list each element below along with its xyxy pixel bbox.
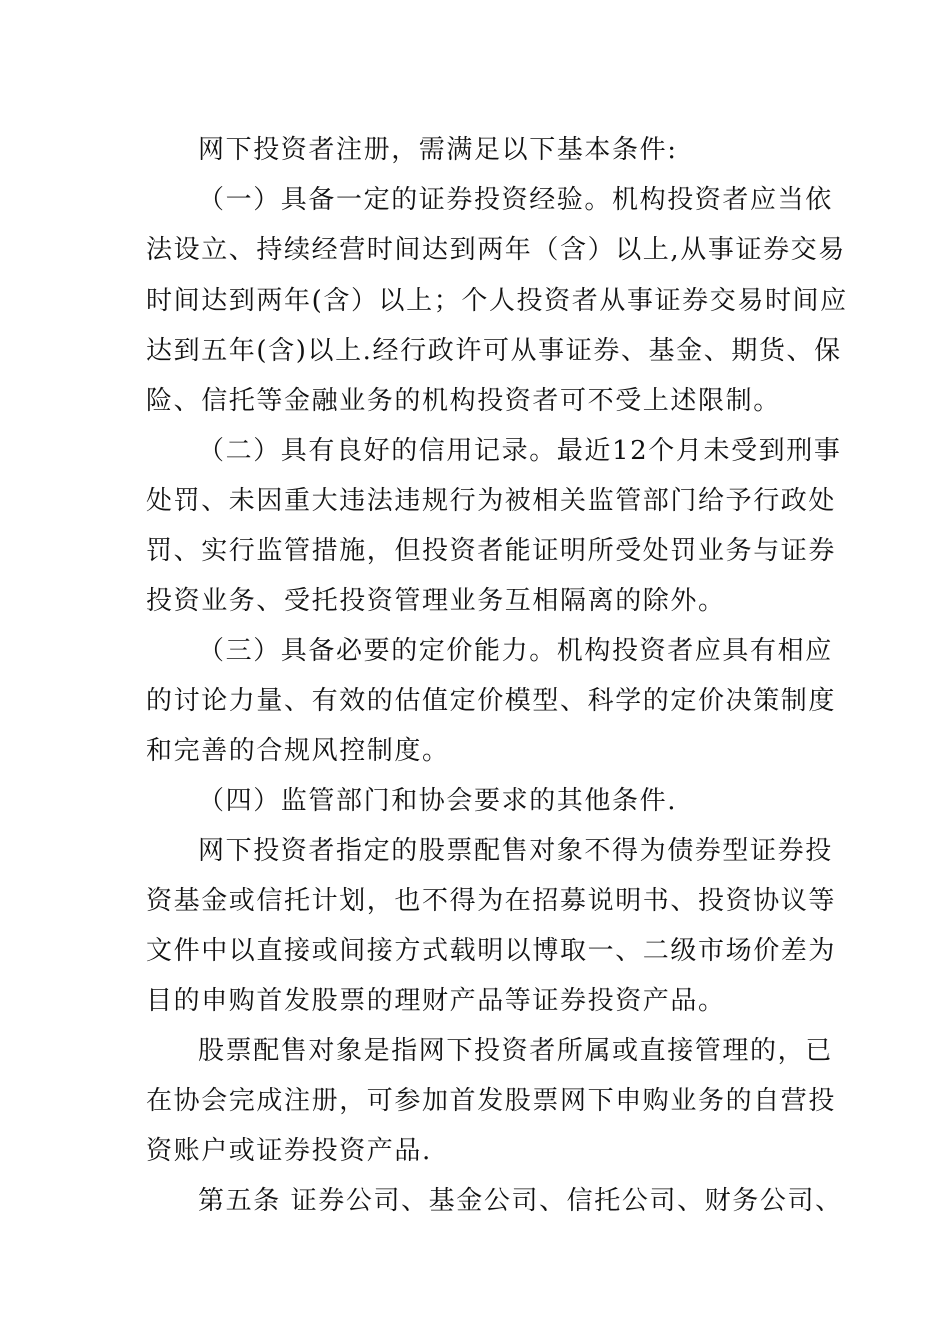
text-line: 达到五年(含)以上.经行政许可从事证券、基金、期货、保 xyxy=(146,336,842,366)
text-line: 险、信托等金融业务的机构投资者可不受上述限制。 xyxy=(146,386,781,416)
text-line: 文件中以直接或间接方式载明以博取一、二级市场价差为 xyxy=(146,936,837,966)
text-line: 时间达到两年(含）以上；个人投资者从事证券交易时间应 xyxy=(146,286,848,316)
text-line: 处罚、未因重大违法违规行为被相关监管部门给予行政处 xyxy=(146,486,837,516)
text-line: 网下投资者指定的股票配售对象不得为债券型证券投 xyxy=(198,836,833,866)
text-line: 和完善的合规风控制度。 xyxy=(146,736,450,766)
text-line: 法设立、持续经营时间达到两年（含）以上,从事证券交易 xyxy=(146,235,846,265)
text-line: 股票配售对象是指网下投资者所属或直接管理的，已 xyxy=(198,1036,833,1066)
text-line: 的讨论力量、有效的估值定价模型、科学的定价决策制度 xyxy=(146,686,837,716)
text-line: 资账户或证券投资产品. xyxy=(146,1136,432,1166)
text-line: （二）具有良好的信用记录。最近12个月未受到刑事 xyxy=(198,436,842,466)
text-line: 资基金或信托计划，也不得为在招募说明书、投资协议等 xyxy=(146,886,837,916)
text-line: 投资业务、受托投资管理业务互相隔离的除外。 xyxy=(146,586,726,616)
text-line: （三）具备必要的定价能力。机构投资者应具有相应 xyxy=(198,636,833,666)
text-line: （一）具备一定的证券投资经验。机构投资者应当依 xyxy=(198,185,833,215)
text-line: 第五条 证券公司、基金公司、信托公司、财务公司、 xyxy=(198,1186,843,1216)
text-line: 网下投资者注册，需满足以下基本条件: xyxy=(198,135,678,165)
text-line: 罚、实行监管措施，但投资者能证明所受处罚业务与证券 xyxy=(146,536,837,566)
text-line: 在协会完成注册，可参加首发股票网下申购业务的自营投 xyxy=(146,1086,837,1116)
text-line: （四）监管部门和协会要求的其他条件. xyxy=(198,786,678,816)
text-line: 目的申购首发股票的理财产品等证券投资产品。 xyxy=(146,986,726,1016)
